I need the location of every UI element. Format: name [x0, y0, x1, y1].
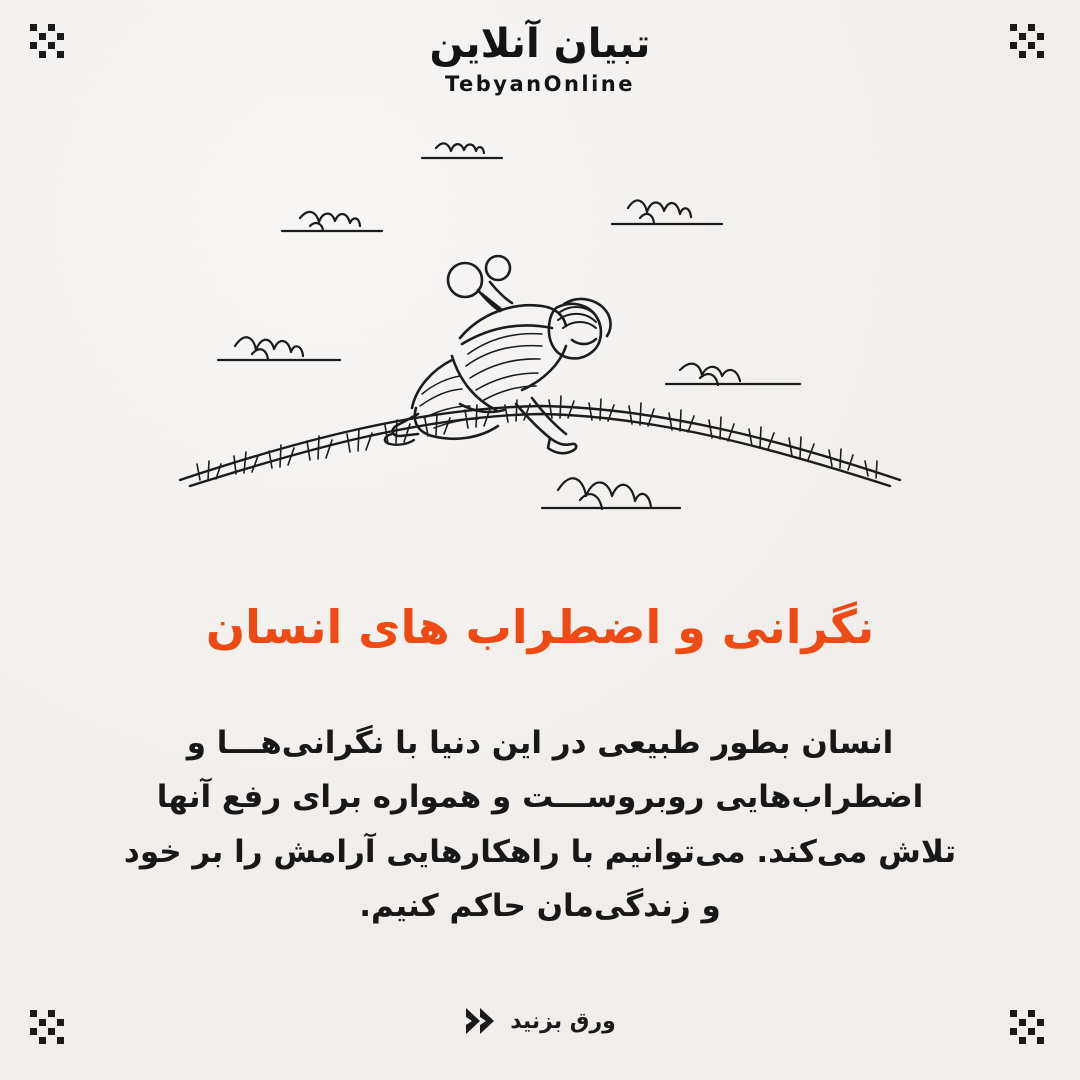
swipe-hint-label: ورق بزنید: [510, 1008, 616, 1034]
brand-name-fa: تبیان آنلاین: [429, 21, 651, 67]
page-title: نگرانی و اضطراب های انسان: [205, 600, 875, 654]
sketch-illustration: [160, 108, 920, 558]
brand-logo: [0, 22, 1080, 96]
swipe-hint[interactable]: [0, 1008, 1080, 1034]
brand-name-en: TebyanOnline: [444, 72, 635, 96]
double-chevron-left-icon: [464, 1008, 498, 1034]
body-paragraph: انسان بطور طبیعی در این دنیا با نگرانی‌هـــا و اضطراب‌هایی روبروســـت و همواره برای رفع آنها تلاش می‌کند. می‌توانیم با راهکارهایی آرامش را بر خود و زندگی‌مان حاکم کنیم.: [123, 725, 957, 924]
